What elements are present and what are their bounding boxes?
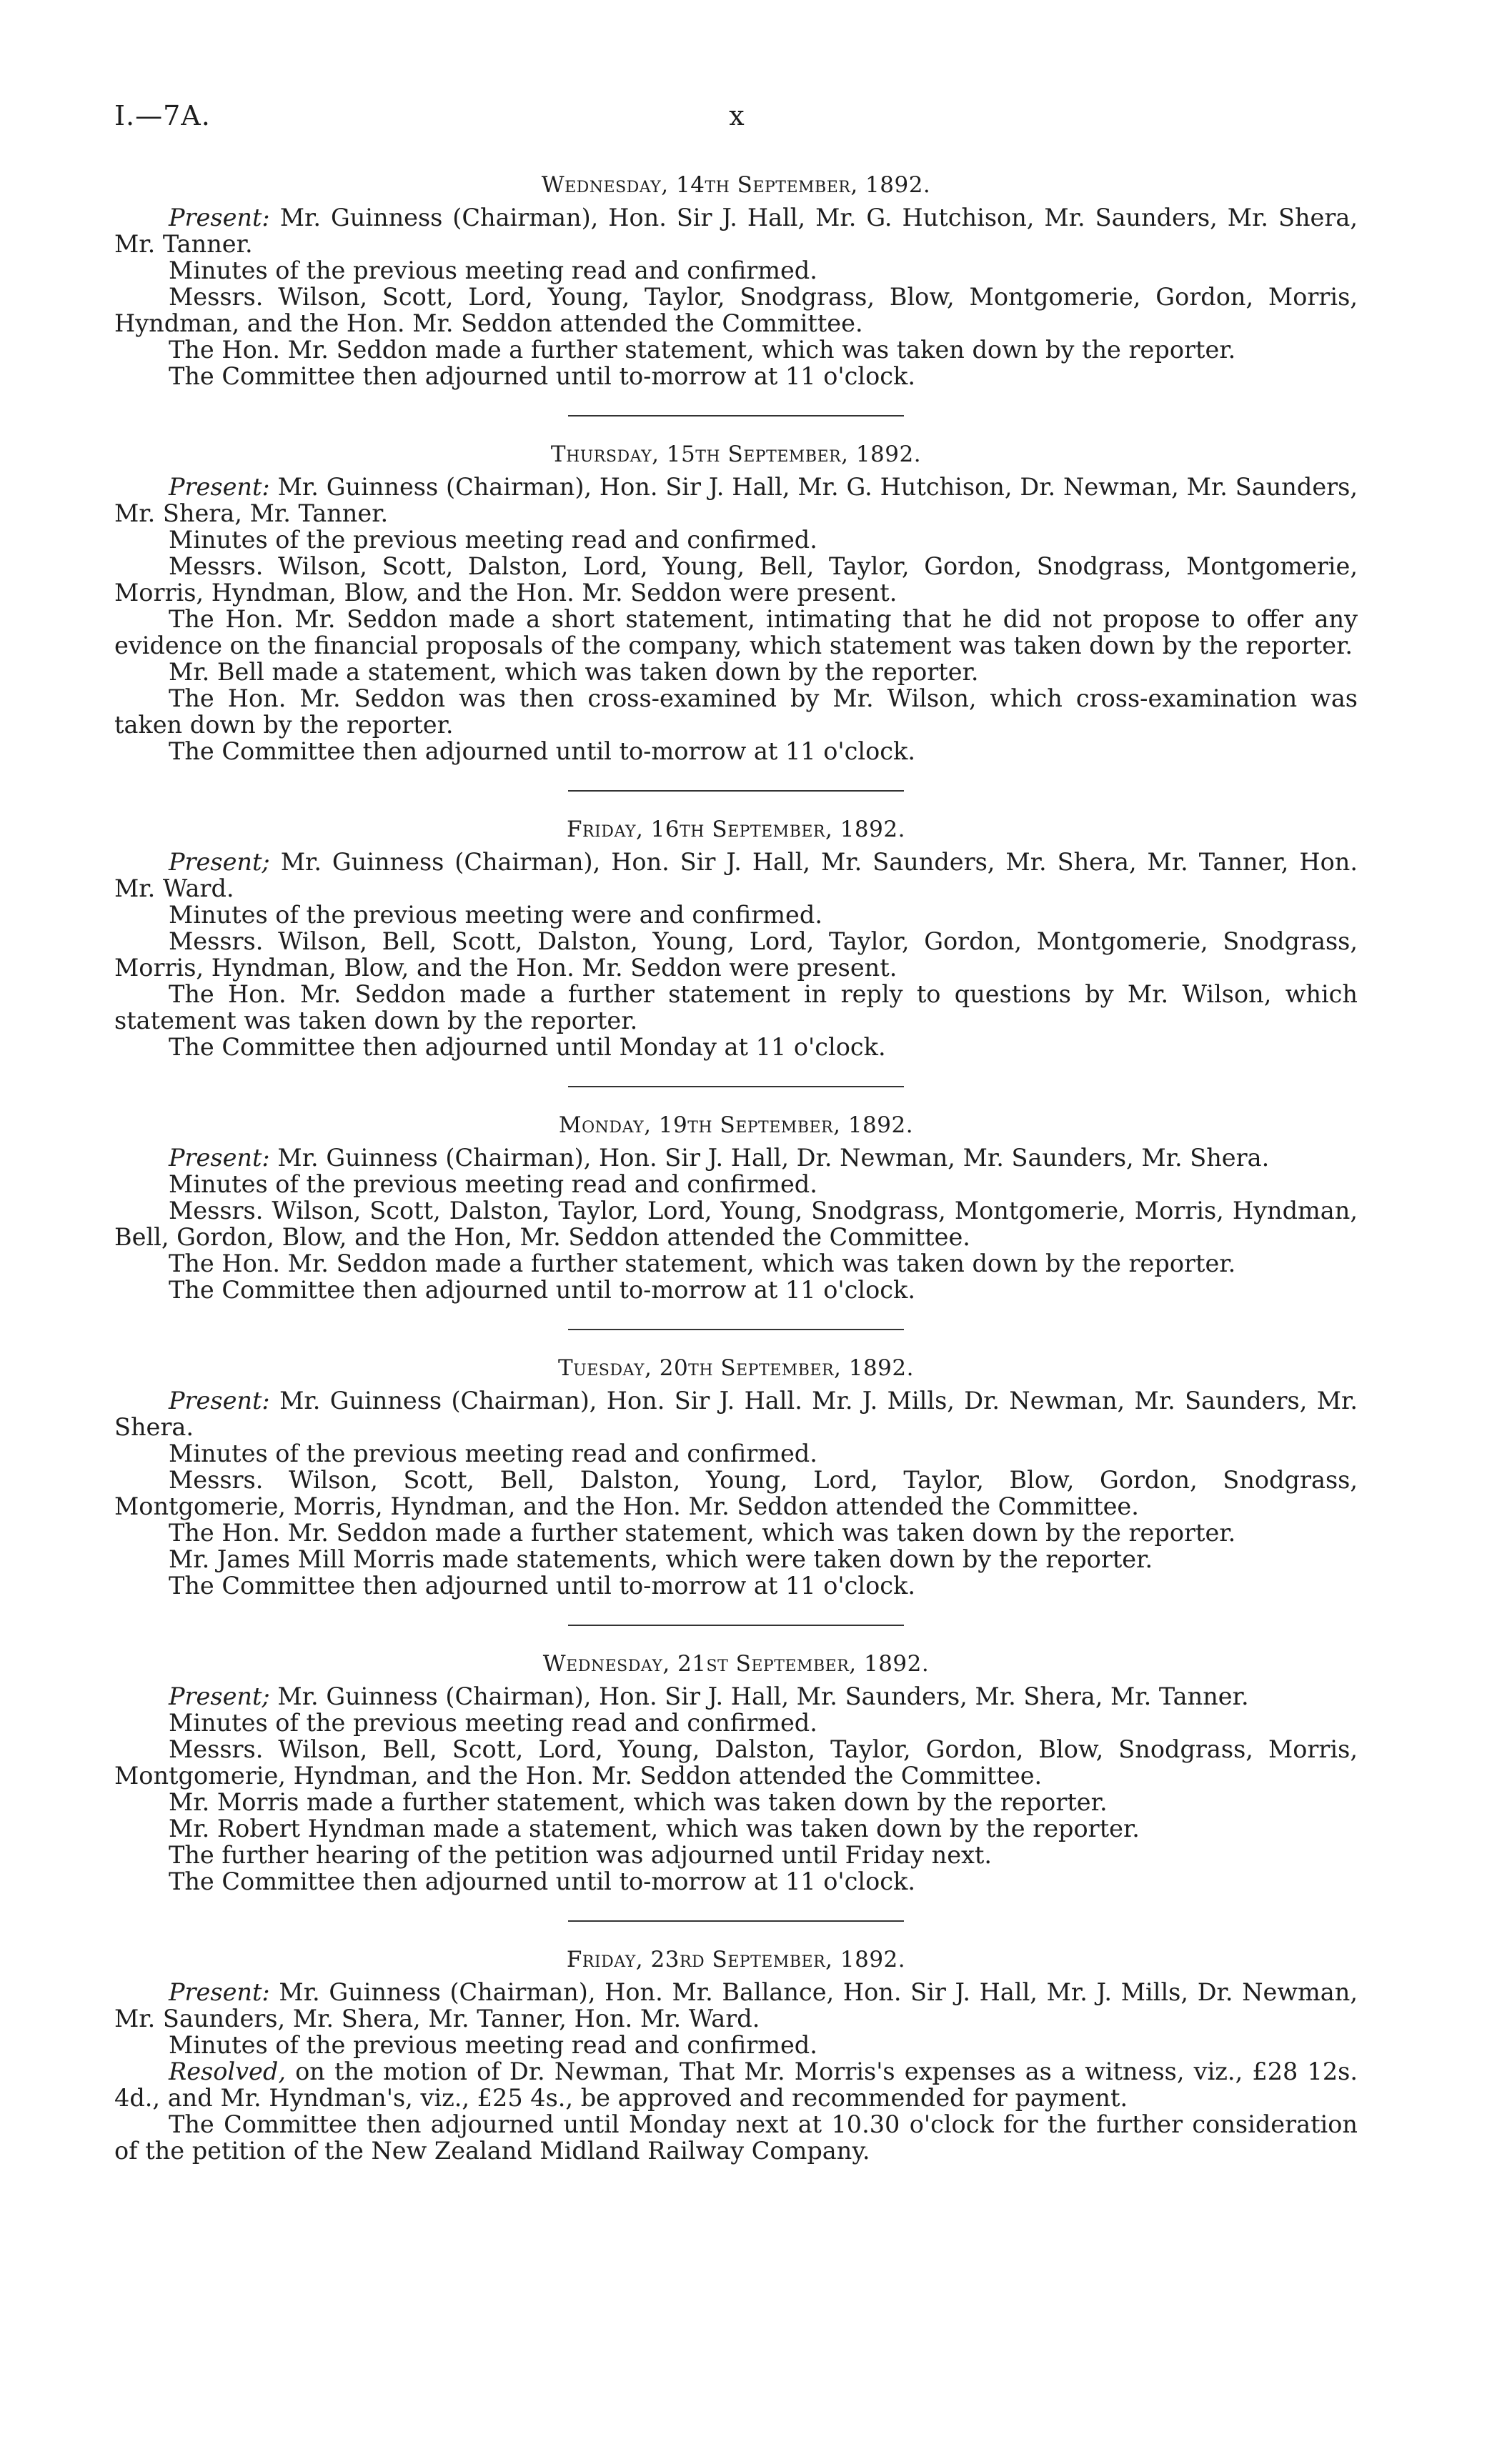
minute-paragraph: The Committee then adjourned until Monday next at 10.30 o'clock for the further consideration of the petition of the New Zealand Midland Railway Company.	[114, 2110, 1358, 2165]
meeting-entry	[114, 1945, 1358, 2164]
minute-paragraph: The Hon. Mr. Seddon made a further statement, which was taken down by the reporter.	[169, 1250, 1236, 1277]
minute-paragraph: Mr. James Mill Morris made statements, which were taken down by the reporter.	[169, 1545, 1153, 1573]
page-reference: I.—7A.	[114, 100, 211, 131]
resolved-label: Resolved,	[169, 2058, 286, 2085]
minute-paragraph: The Hon. Mr. Seddon made a further statement in reply to questions by Mr. Wilson, which statement was taken down by the reporter.	[114, 980, 1358, 1034]
minute-paragraph: The Hon. Mr. Seddon made a further statement, which was taken down by the reporter.	[169, 336, 1236, 364]
minute-paragraph: Messrs. Wilson, Scott, Bell, Dalston, Young, Lord, Taylor, Blow, Gordon, Snodgrass, Montgomerie, Morris, Hyndman, and the Hon. Mr. Seddon attended the Committee.	[114, 1466, 1358, 1520]
present-line	[114, 1387, 1358, 1440]
present-label: Present;	[169, 848, 270, 876]
minute-paragraph: The Hon. Mr. Seddon made a short statement, intimating that he did not propose to offer any evidence on the financial proposals of the company, which statement was taken down by the reporter.	[114, 605, 1358, 659]
minute-paragraph: Minutes of the previous meeting were and confirmed.	[169, 901, 822, 929]
meeting-date: Wednesday, 21st September, 1892.	[542, 1651, 930, 1677]
minute-paragraph: Minutes of the previous meeting read and confirmed.	[169, 2031, 817, 2059]
present-line	[114, 1979, 1358, 2032]
minute-paragraph: The Hon. Mr. Seddon was then cross-examined by Mr. Wilson, which cross-examination was taken down by the reporter.	[114, 684, 1358, 739]
present-label: Present:	[169, 204, 270, 231]
minute-paragraph: Messrs. Wilson, Scott, Lord, Young, Taylor, Snodgrass, Blow, Montgomerie, Gordon, Morris, Hyndman, and the Hon. Mr. Seddon attended the Committee.	[114, 283, 1358, 337]
section-divider	[568, 1086, 904, 1087]
meeting-entry	[114, 1649, 1358, 1895]
present-members: Mr. Guinness (Chairman), Hon. Sir J. Hall, Mr. G. Hutchison, Dr. Newman, Mr. Saunders, Mr. Shera, Mr. Tanner.	[114, 473, 1358, 527]
present-line	[114, 474, 1358, 527]
meeting-date: Wednesday, 14th September, 1892.	[541, 172, 931, 198]
minute-paragraph: Mr. Morris made a further statement, which was taken down by the reporter.	[169, 1788, 1108, 1816]
meeting-date: Tuesday, 20th September, 1892.	[558, 1355, 914, 1381]
present-line	[114, 1683, 1358, 1710]
present-members: Mr. Guinness (Chairman), Hon. Sir J. Hall. Mr. J. Mills, Dr. Newman, Mr. Saunders, Mr. Shera.	[114, 1387, 1358, 1441]
minute-paragraph: Messrs. Wilson, Scott, Dalston, Lord, Young, Bell, Taylor, Gordon, Snodgrass, Montgomerie, Morris, Hyndman, Blow, and the Hon. Mr. Seddon were present.	[114, 552, 1358, 607]
minute-paragraph: The Hon. Mr. Seddon made a further statement, which was taken down by the reporter.	[169, 1519, 1236, 1547]
present-label: Present:	[169, 1978, 270, 2006]
section-divider	[568, 1329, 904, 1330]
section-divider	[568, 1920, 904, 1922]
present-members: Mr. Guinness (Chairman), Hon. Mr. Ballance, Hon. Sir J. Hall, Mr. J. Mills, Dr. Newman, Mr. Saunders, Mr. Shera, Mr. Tanner, Hon. Mr. Ward.	[114, 1978, 1358, 2032]
present-line	[114, 204, 1358, 257]
meeting-date: Friday, 23rd September, 1892.	[566, 1947, 906, 1972]
minute-paragraph: The Committee then adjourned until to-morrow at 11 o'clock.	[169, 1867, 915, 1895]
meeting-entry	[114, 1353, 1358, 1599]
meeting-entry	[114, 170, 1358, 389]
section-divider	[568, 790, 904, 792]
minute-paragraph: Minutes of the previous meeting read and confirmed.	[169, 1709, 817, 1737]
minute-paragraph: Minutes of the previous meeting read and confirmed.	[169, 1440, 817, 1467]
minute-paragraph: The Committee then adjourned until Monday at 11 o'clock.	[169, 1033, 886, 1061]
present-label: Present:	[169, 1144, 270, 1172]
minute-paragraph: Minutes of the previous meeting read and confirmed.	[169, 526, 817, 554]
page-header	[114, 100, 1388, 143]
minute-paragraph: The Committee then adjourned until to-morrow at 11 o'clock.	[169, 737, 915, 765]
section-divider	[568, 1625, 904, 1626]
meeting-date: Friday, 16th September, 1892.	[567, 817, 905, 842]
present-label: Present:	[169, 1387, 270, 1415]
minute-paragraph: Mr. Robert Hyndman made a statement, which was taken down by the reporter.	[169, 1815, 1140, 1842]
minute-paragraph: Mr. Bell made a statement, which was taken down by the reporter.	[169, 658, 979, 686]
minute-paragraph: The Committee then adjourned until to-morrow at 11 o'clock.	[169, 1572, 915, 1600]
meeting-date: Thursday, 15th September, 1892.	[550, 442, 922, 467]
page-number: x	[729, 100, 745, 131]
meeting-entry	[114, 1110, 1358, 1303]
minute-paragraph: Minutes of the previous meeting read and confirmed.	[169, 1170, 817, 1198]
present-line	[114, 849, 1358, 902]
present-line	[114, 1144, 1358, 1171]
present-members: Mr. Guinness (Chairman), Hon. Sir J. Hall, Mr. Saunders, Mr. Shera, Mr. Tanner, Hon. Mr. Ward.	[114, 848, 1358, 902]
present-members: Mr. Guinness (Chairman), Hon. Sir J. Hall, Mr. G. Hutchison, Mr. Saunders, Mr. Shera, Mr. Tanner.	[114, 204, 1358, 258]
present-label: Present;	[169, 1682, 270, 1710]
minute-paragraph: Minutes of the previous meeting read and confirmed.	[169, 256, 817, 284]
minute-paragraph: Messrs. Wilson, Bell, Scott, Dalston, Young, Lord, Taylor, Gordon, Montgomerie, Snodgrass, Morris, Hyndman, Blow, and the Hon. Mr. Seddon were present.	[114, 927, 1358, 982]
resolution-paragraph	[114, 2058, 1358, 2111]
meeting-entry	[114, 439, 1358, 764]
present-label: Present:	[169, 473, 270, 501]
minute-paragraph: Messrs. Wilson, Bell, Scott, Lord, Young, Dalston, Taylor, Gordon, Blow, Snodgrass, Morris, Montgomerie, Hyndman, and the Hon. Mr. Seddon attended the Committee.	[114, 1735, 1358, 1790]
minute-paragraph: Messrs. Wilson, Scott, Dalston, Taylor, Lord, Young, Snodgrass, Montgomerie, Morris, Hyndman, Bell, Gordon, Blow, and the Hon, Mr. Seddon attended the Committee.	[114, 1197, 1358, 1251]
minute-paragraph: The Committee then adjourned until to-morrow at 11 o'clock.	[169, 362, 915, 390]
minutes-body	[114, 170, 1358, 2164]
section-divider	[568, 415, 904, 417]
minute-paragraph: The Committee then adjourned until to-morrow at 11 o'clock.	[169, 1276, 915, 1304]
present-members: Mr. Guinness (Chairman), Hon. Sir J. Hall, Dr. Newman, Mr. Saunders, Mr. Shera.	[277, 1144, 1270, 1172]
minute-paragraph: The further hearing of the petition was adjourned until Friday next.	[169, 1841, 993, 1869]
meeting-date: Monday, 19th September, 1892.	[558, 1112, 914, 1138]
meeting-entry	[114, 814, 1358, 1060]
resolution-text: on the motion of Dr. Newman, That Mr. Morris's expenses as a witness, viz., £28 12s. 4d., and Mr. Hyndman's, viz., £25 4s., be approved and recommended for payment.	[114, 2058, 1358, 2112]
present-members: Mr. Guinness (Chairman), Hon. Sir J. Hall, Mr. Saunders, Mr. Shera, Mr. Tanner.	[277, 1682, 1249, 1710]
